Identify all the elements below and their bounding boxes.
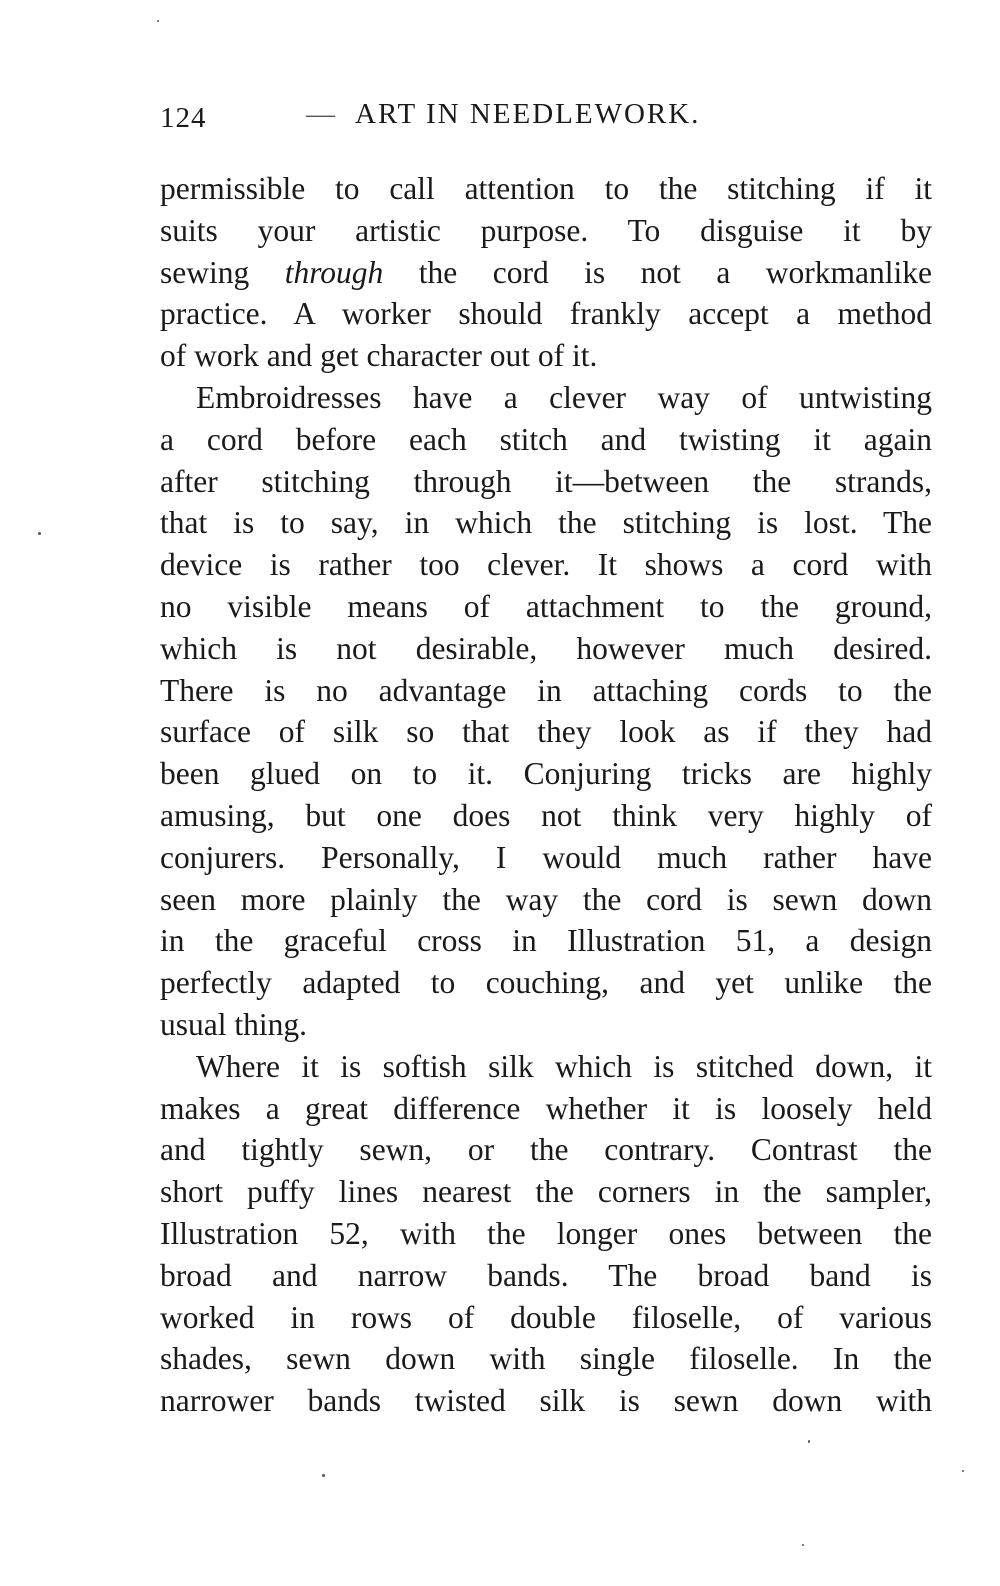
body-text <box>160 168 932 1422</box>
text-line: been glued on to it. Conjuring tricks are highly <box>160 756 932 792</box>
text-line: device is rather too clever. It shows a cord with <box>160 547 932 583</box>
text-line: usual thing. <box>160 1006 307 1042</box>
italic-emphasis: through <box>284 254 384 290</box>
scan-speck <box>157 20 159 22</box>
text-line-with-italic: sewing through the cord is not a workmanlike <box>160 254 933 290</box>
text-line: makes a great difference whether it is loosely held <box>160 1090 932 1126</box>
scan-speck <box>322 1474 325 1477</box>
text-line: that is to say, in which the stitching is lost. The <box>160 505 932 541</box>
text-line: shades, sewn down with single filoselle. In the <box>160 1341 932 1377</box>
text-line: in the graceful cross in Illustration 51, a design <box>160 923 932 959</box>
text-line: Where it is softish silk which is stitched down, it <box>196 1048 932 1084</box>
paragraph-1 <box>160 168 932 377</box>
scan-speck <box>802 1544 804 1546</box>
text-line: practice. A worker should frankly accept a method <box>160 296 932 332</box>
text-line: Illustration 52, with the longer ones between the <box>160 1215 932 1251</box>
text-line: There is no advantage in attaching cords to the <box>160 672 932 708</box>
text-line: suits your artistic purpose. To disguise it by <box>160 212 932 248</box>
text-line: narrower bands twisted silk is sewn down with <box>160 1383 932 1419</box>
text-line: broad and narrow bands. The broad band is <box>160 1257 932 1293</box>
text-line: conjurers. Personally, I would much rather have <box>160 839 932 875</box>
scan-speck <box>38 532 41 535</box>
text-line: after stitching through it—between the strands, <box>160 463 932 499</box>
scan-speck <box>962 1470 964 1472</box>
text-line: surface of silk so that they look as if they had <box>160 714 932 750</box>
text-line: which is not desirable, however much desired. <box>160 630 932 666</box>
text-line: permissible to call attention to the stitching if it <box>160 171 932 206</box>
text-line: Embroidresses have a clever way of untwisting <box>196 379 932 415</box>
text-line: a cord before each stitch and twisting it again <box>160 421 932 457</box>
running-title: ART IN NEEDLEWORK. <box>355 98 701 130</box>
text-line: seen more plainly the way the cord is sewn down <box>160 881 932 917</box>
scan-speck <box>808 1440 810 1443</box>
paragraph-2 <box>160 377 932 1046</box>
text-line: perfectly adapted to couching, and yet unlike the <box>160 965 932 1001</box>
text-line: no visible means of attachment to the ground, <box>160 588 932 624</box>
paragraph-3 <box>160 1046 932 1422</box>
text-line: worked in rows of double filoselle, of various <box>160 1299 932 1335</box>
text-line: amusing, but one does not think very highly of <box>160 797 932 833</box>
text-line: short puffy lines nearest the corners in the sampler, <box>160 1174 932 1210</box>
text-line: and tightly sewn, or the contrary. Contrast the <box>160 1132 932 1168</box>
page-number: 124 <box>160 102 207 134</box>
header-dash: — <box>306 98 336 130</box>
running-head <box>160 98 930 138</box>
text-line: of work and get character out of it. <box>160 338 598 374</box>
